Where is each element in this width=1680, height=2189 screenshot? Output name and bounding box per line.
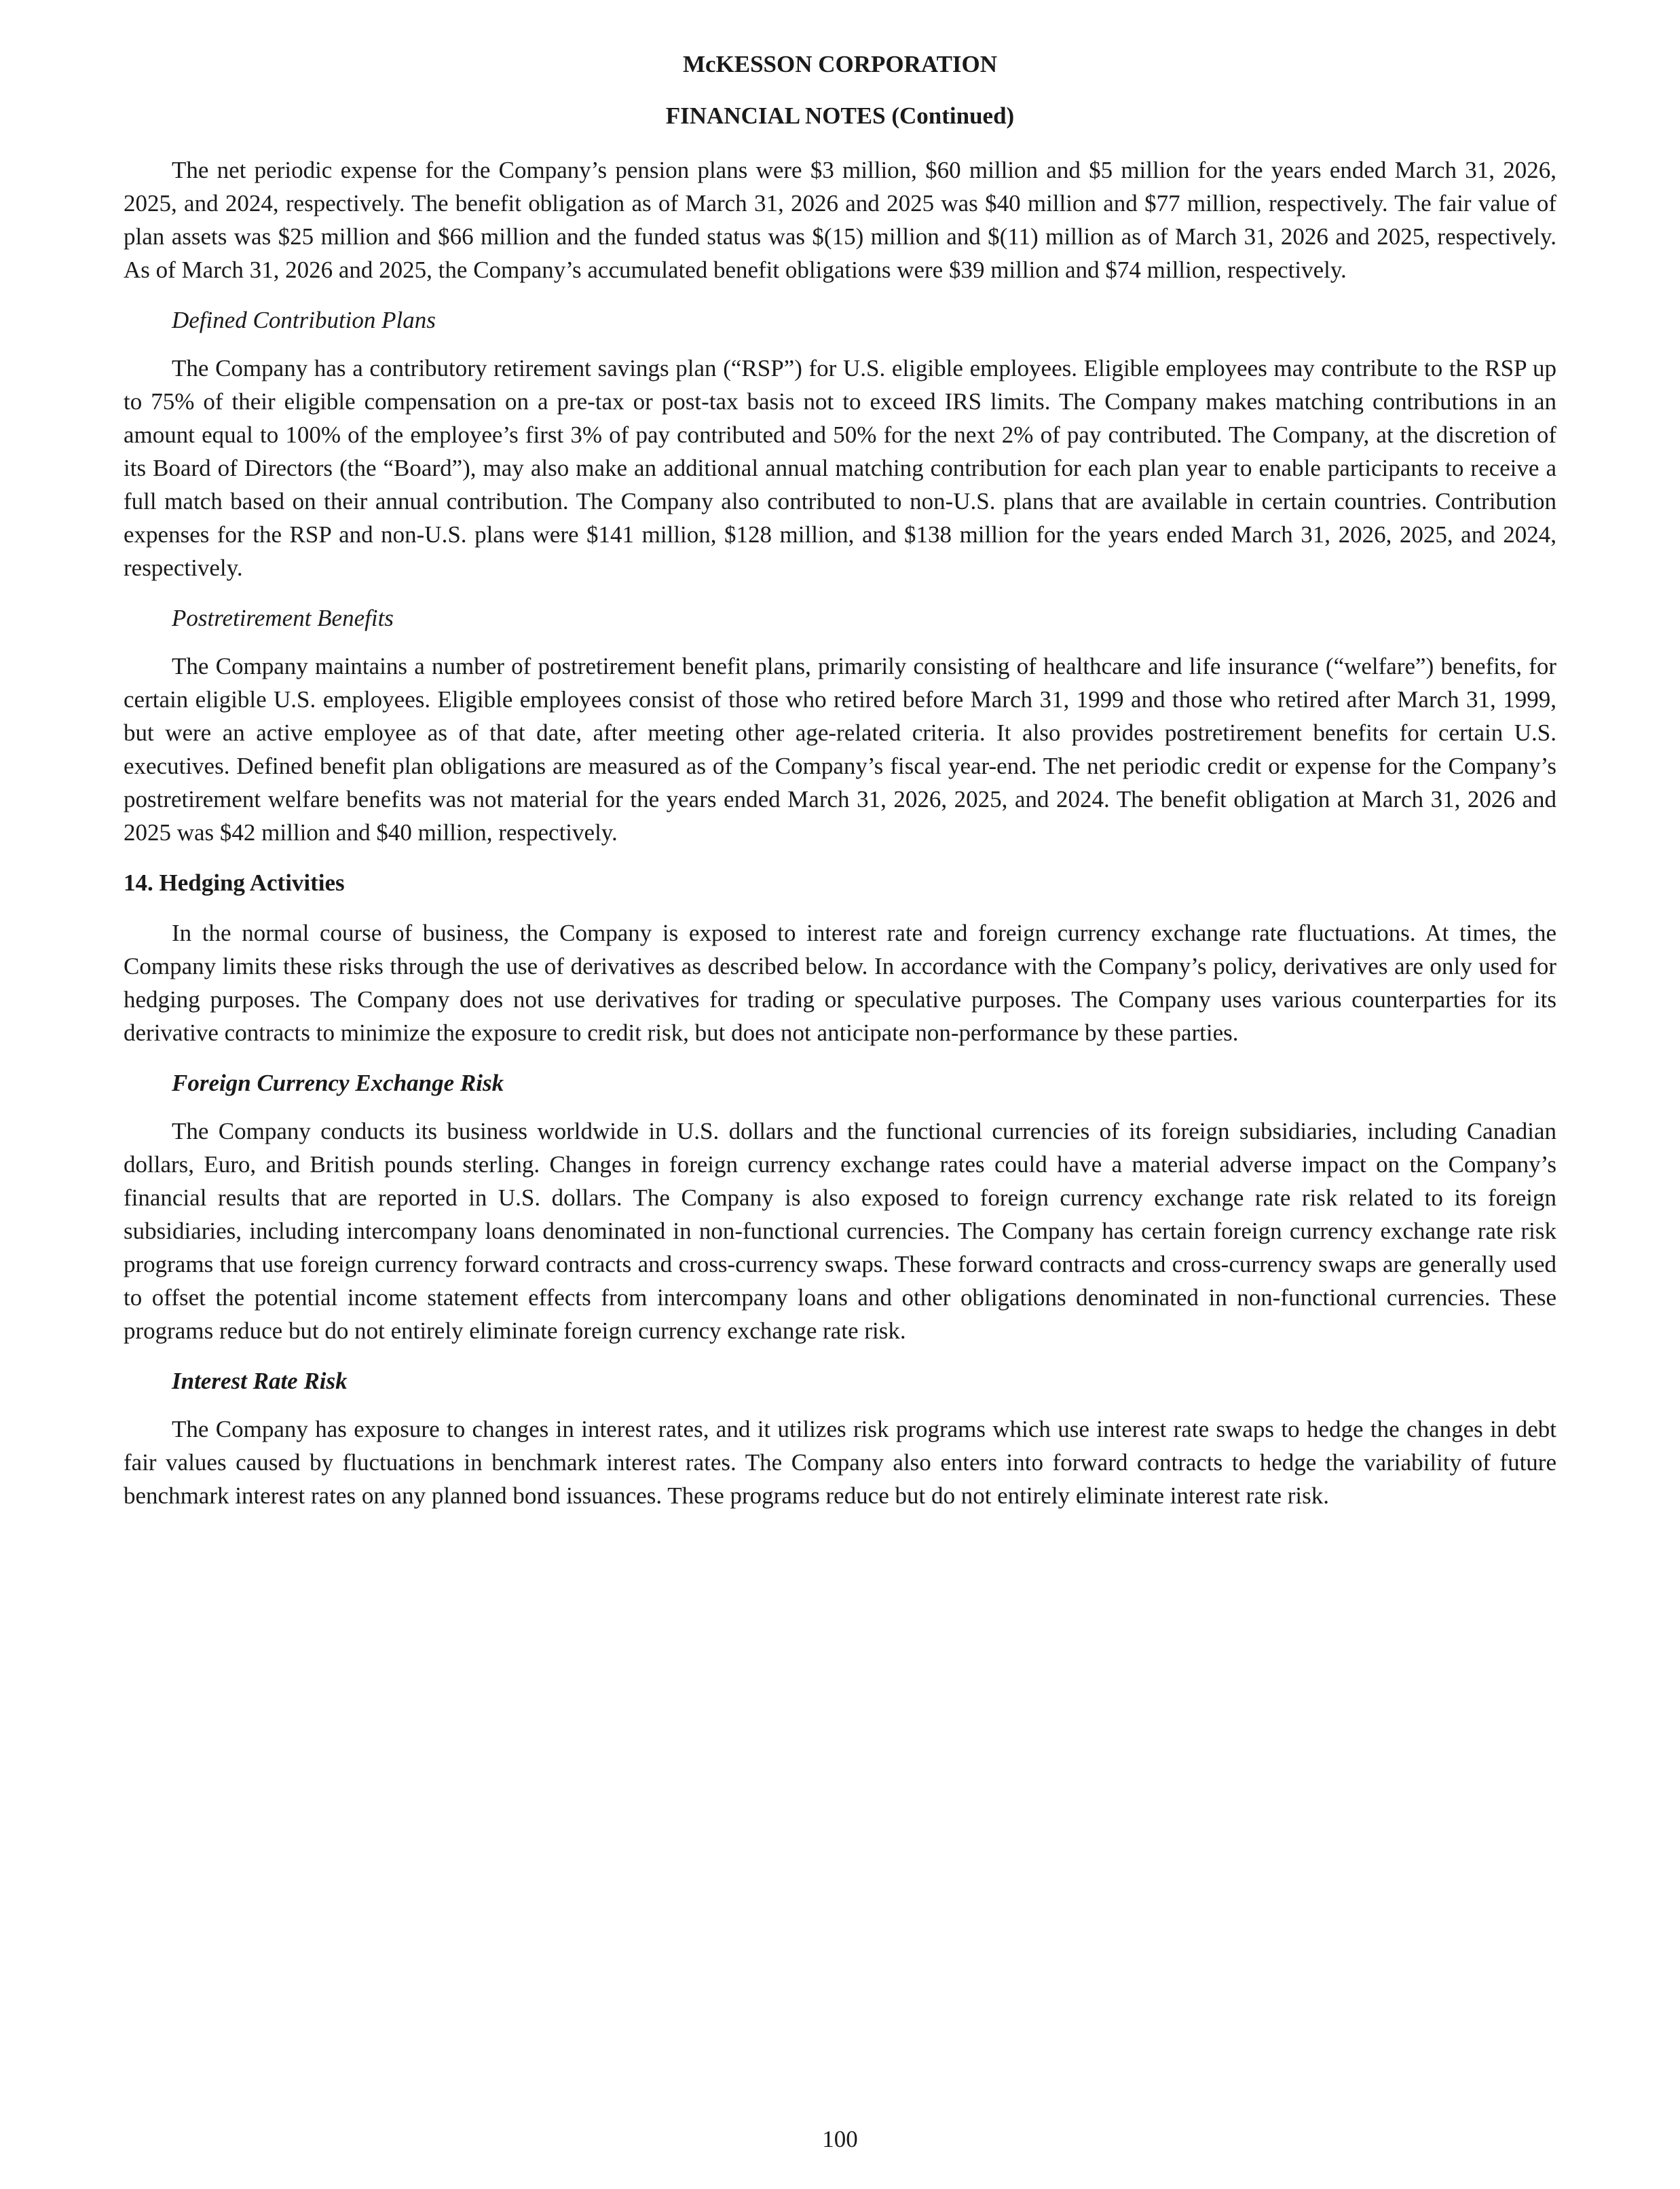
notes-title: FINANCIAL NOTES (Continued): [665, 102, 1015, 129]
document-page: [124, 41, 1556, 1512]
defined-contribution-heading: Defined Contribution Plans: [172, 307, 436, 333]
hedging-section-heading: 14. Hedging Activities: [124, 869, 345, 896]
defined-contribution-paragraph: The Company has a contributory retirement savings plan (“RSP”) for U.S. eligible employees. Eligible employees may contribute to the RSP up to 75% of their eligible compensation on a pre-tax or post-tax basis not to exceed IRS limits. The Company makes matching contributions in an amount equal to 100% of the employee’s first 3% of pay contributed and 50% for the next 2% of pay contributed. The Company, at the discretion of its Board of Directors (the “Board”), may also make an additional annual matching contribution for each plan year to enable participants to receive a full match based on their annual contribution. The Company also contributed to non-U.S. plans that are available in certain countries. Contribution expenses for the RSP and non-U.S. plans were $141 million, $128 million, and $138 million for the years ended March 31, 2026, 2025, and 2024, respectively.: [124, 355, 1556, 581]
interest-rate-risk-heading: Interest Rate Risk: [172, 1368, 348, 1394]
hedging-paragraph: In the normal course of business, the Company is exposed to interest rate and foreign currency exchange rate fluctuations. At times, the Company limits these risks through the use of derivatives as described below. In accordance with the Company’s policy, derivatives are only used for hedging purposes. The Company does not use derivatives for trading or speculative purposes. The Company uses various counterparties for its derivative contracts to minimize the exposure to credit risk, but does not anticipate non-performance by these parties.: [124, 920, 1556, 1046]
fx-risk-heading: Foreign Currency Exchange Risk: [172, 1070, 504, 1096]
postretirement-heading: Postretirement Benefits: [172, 605, 394, 631]
interest-rate-risk-paragraph: The Company has exposure to changes in interest rates, and it utilizes risk programs which use interest rate swaps to hedge the changes in debt fair values caused by fluctuations in benchmark interest rates. The Company also enters into forward contracts to hedge the variability of future benchmark interest rates on any planned bond issuances. These programs reduce but do not entirely eliminate interest rate risk.: [124, 1416, 1556, 1509]
postretirement-paragraph: The Company maintains a number of postretirement benefit plans, primarily consisting of healthcare and life insurance (“welfare”) benefits, for certain eligible U.S. employees. Eligible employees consist of those who retired before March 31, 1999 and those who retired after March 31, 1999, but were an active employee as of that date, after meeting other age-related criteria. It also provides postretirement benefits for certain U.S. executives. Defined benefit plan obligations are measured as of the Company’s fiscal year-end. The net periodic credit or expense for the Company’s postretirement welfare benefits was not material for the years ended March 31, 2026, 2025, and 2024. The benefit obligation at March 31, 2026 and 2025 was $42 million and $40 million, respectively.: [124, 653, 1556, 846]
fx-risk-paragraph: The Company conducts its business worldwide in U.S. dollars and the functional currencies of its foreign subsidiaries, including Canadian dollars, Euro, and British pounds sterling. Changes in foreign currency exchange rates could have a material adverse impact on the Company’s financial results that are reported in U.S. dollars. The Company is also exposed to foreign currency exchange rate risk related to its foreign subsidiaries, including intercompany loans denominated in non-functional currencies. The Company has certain foreign currency exchange rate risk programs that use foreign currency forward contracts and cross-currency swaps. These forward contracts and cross-currency swaps are generally used to offset the potential income statement effects from intercompany loans and other obligations denominated in non-functional currencies. These programs reduce but do not entirely eliminate foreign currency exchange rate risk.: [124, 1118, 1556, 1344]
company-name: McKESSON CORPORATION: [682, 51, 998, 77]
pension-summary-paragraph: The net periodic expense for the Company’s pension plans were $3 million, $60 million and $5 million for the years ended March 31, 2026, 2025, and 2024, respectively. The benefit obligation as of March 31, 2026 and 2025 was $40 million and $77 million, respectively. The fair value of plan assets was $25 million and $66 million and the funded status was $(15) million and $(11) million as of March 31, 2026 and 2025, respectively. As of March 31, 2026 and 2025, the Company’s accumulated benefit obligations were $39 million and $74 million, respectively.: [124, 157, 1556, 283]
page-number: 100: [822, 2126, 858, 2152]
